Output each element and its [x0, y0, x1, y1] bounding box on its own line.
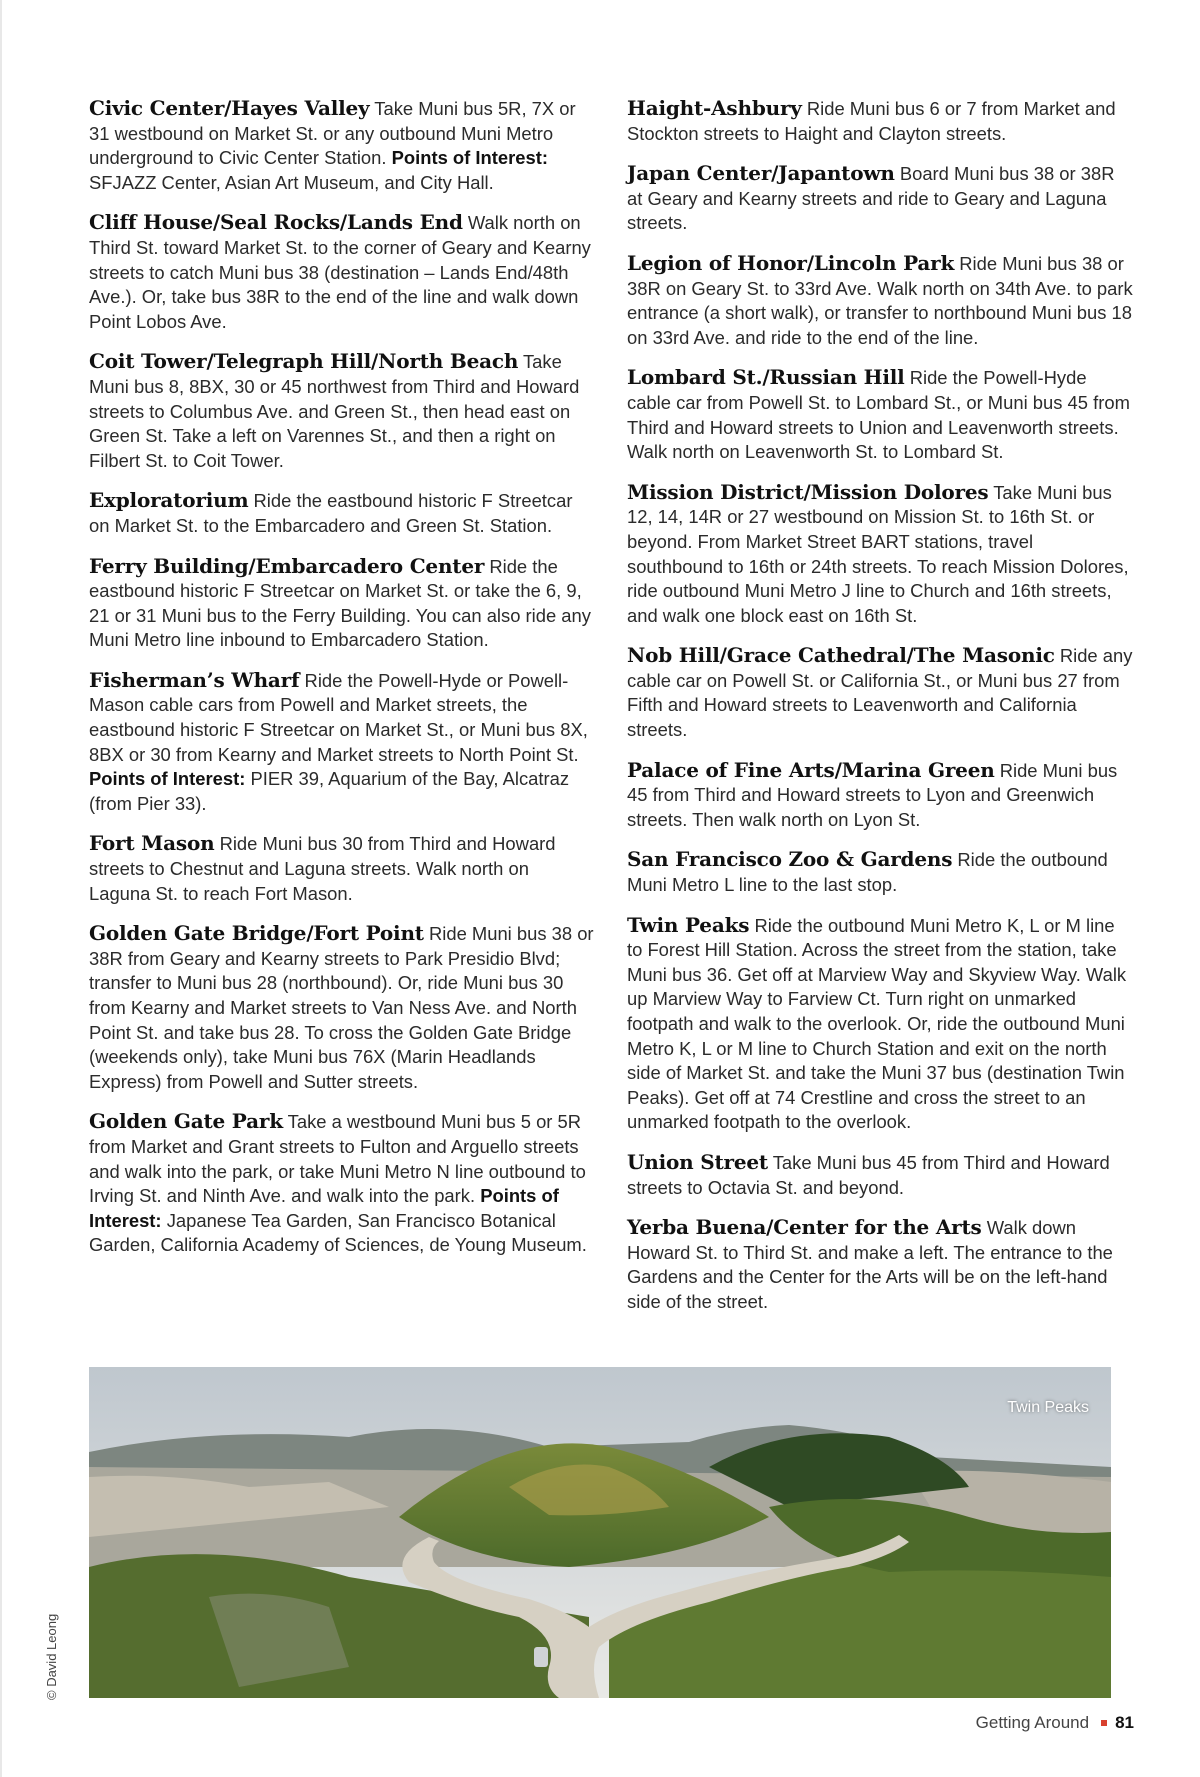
entry-title: Coit Tower/Telegraph Hill/North Beach — [89, 349, 519, 374]
entry-title: Mission District/Mission Dolores — [627, 479, 989, 504]
entry-text: Board Muni bus 38 or 38R at Geary and Kearny streets and ride to Geary and Laguna streets. — [627, 163, 1115, 234]
landscape-illustration — [89, 1367, 1111, 1698]
entry-title: Exploratorium — [89, 488, 249, 513]
entry-title: Palace of Fine Arts/Marina Green — [627, 757, 995, 782]
entry-title: Fort Mason — [89, 831, 215, 856]
poi-text: PIER 39, Aquarium of the Bay, Alcatraz (from Pier 33). — [89, 768, 570, 814]
entry-text: Ride Muni bus 45 from Third and Howard streets to Lyon and Greenwich streets. Then walk north on Lyon St. — [627, 759, 1118, 830]
entry-nob-hill — [627, 643, 1133, 742]
poi-label: Points of Interest: — [89, 768, 246, 790]
right-column — [627, 96, 1133, 1330]
entry-title: Golden Gate Park — [89, 1109, 283, 1134]
entry-text: Ride the Powell-Hyde cable car from Powell St. to Lombard St., or Muni bus 45 from Third and Howard streets to Union and Leavenworth streets. Walk north on Leavenworth St. to Lombard St. — [627, 367, 1130, 463]
entry-title: Cliff House/Seal Rocks/Lands End — [89, 210, 463, 235]
entry-text: Ride Muni bus 6 or 7 from Market and Stockton streets to Haight and Clayton streets. — [627, 98, 1116, 144]
entry-yerba-buena — [627, 1215, 1133, 1314]
entry-ferry-building — [89, 554, 595, 653]
entry-text: Ride Muni bus 38 or 38R on Geary St. to 33rd Ave. Walk north on 34th Ave. to park entrance (a short walk), or transfer to northbound Muni bus 18 on 33rd Ave. and ride to the end of the line. — [627, 252, 1133, 348]
entry-text: Ride Muni bus 38 or 38R from Geary and Kearny streets to Park Presidio Blvd; transfer to Muni bus 28 (northbound). Or, ride Muni bus 30 from Kearny and Market streets to Van Ness Ave. and North Point St. and take bus 28. To cross the Golden Gate Bridge (weekends only), take Muni bus 76X (Marin Headlands Express) from Powell and Sutter streets. — [89, 923, 594, 1092]
entry-text: Take a westbound Muni bus 5 or 5R from Market and Grant streets to Fulton and Arguello streets and walk into the park, or take Muni Metro N line outbound to Irving St. and Ninth Ave. and walk into the park. — [89, 1111, 586, 1207]
entry-title: San Francisco Zoo & Gardens — [627, 847, 953, 872]
page-number: 81 — [1115, 1713, 1134, 1732]
entry-title: Yerba Buena/Center for the Arts — [627, 1215, 982, 1240]
entry-text: Walk north on Third St. toward Market St. to the corner of Geary and Kearny streets to catch Muni bus 38 (destination – Lands End/48th Ave.). Or, take bus 38R to the end of the line and walk down Point Lobos Ave. — [89, 212, 591, 332]
entry-sf-zoo — [627, 847, 1133, 897]
entry-fishermans-wharf — [89, 668, 595, 817]
page-edge — [0, 0, 2, 1777]
entry-text: Walk down Howard St. to Third St. and make a left. The entrance to the Gardens and the Center for the Arts will be on the left-hand side of the street. — [627, 1217, 1113, 1312]
entry-cliff-house — [89, 210, 595, 334]
entry-text: Ride Muni bus 30 from Third and Howard streets to Chestnut and Laguna streets. Walk north on Laguna St. to reach Fort Mason. — [89, 833, 556, 904]
entry-mission-district — [627, 480, 1133, 629]
photo-credit: © David Leong — [44, 1613, 59, 1700]
entry-golden-gate-park — [89, 1109, 595, 1258]
entry-text: Take Muni bus 8, 8BX, 30 or 45 northwest from Third and Howard streets to Columbus Ave. and Green St., then head east on Green St. Take a left on Varennes St., and then a right on Filbert St. to Coit Tower. — [89, 351, 580, 471]
entry-text: Ride the eastbound historic F Streetcar on Market St. to the Embarcadero and Green St. Station. — [89, 490, 573, 536]
entry-title: Fisherman’s Wharf — [89, 667, 300, 692]
entry-text: Take Muni bus 45 from Third and Howard streets to Octavia St. and beyond. — [627, 1151, 1110, 1198]
entry-title: Golden Gate Bridge/Fort Point — [89, 921, 424, 946]
entry-title: Civic Center/Hayes Valley — [89, 96, 370, 120]
entry-union-street — [627, 1150, 1133, 1200]
entry-legion-of-honor — [627, 251, 1133, 350]
entry-title: Twin Peaks — [627, 912, 750, 937]
entry-coit-tower — [89, 349, 595, 473]
entry-title: Legion of Honor/Lincoln Park — [627, 250, 955, 275]
poi-text: Japanese Tea Garden, San Francisco Botanical Garden, California Academy of Sciences, de Young Museum. — [89, 1209, 587, 1256]
footer-accent-square — [1101, 1720, 1107, 1726]
entry-text: Ride the eastbound historic F Streetcar on Market St. or take the 6, 9, 21 or 31 Muni bus to the Ferry Building. You can also ride any Muni Metro line inbound to Embarcadero Station. — [89, 555, 591, 651]
entry-haight-ashbury — [627, 96, 1133, 146]
photo-caption: Twin Peaks — [1007, 1399, 1089, 1416]
poi-label: Points of Interest: — [391, 147, 548, 169]
entry-text: Ride any cable car on Powell St. or California St., or Muni bus 27 from Fifth and Howard streets to Leavenworth and California streets. — [627, 645, 1133, 741]
left-column — [89, 96, 595, 1273]
entry-twin-peaks — [627, 913, 1133, 1135]
entry-title: Haight-Ashbury — [627, 96, 802, 120]
entry-text: Ride the outbound Muni Metro L line to the last stop. — [627, 849, 1108, 896]
entry-exploratorium — [89, 488, 595, 538]
entry-palace-of-fine-arts — [627, 758, 1133, 833]
entry-title: Nob Hill/Grace Cathedral/The Masonic — [627, 643, 1055, 668]
entry-text: Take Muni bus 12, 14, 14R or 27 westbound on Mission St. to 16th St. or beyond. From Market Street BART stations, travel southbound to 16th or 24th streets. To reach Mission Dolores, ride outbound Muni Metro J line to Church and 16th streets, and walk one block east on 16th St. — [627, 481, 1129, 626]
page-footer — [976, 1713, 1134, 1733]
entry-text: Ride the Powell-Hyde or Powell-Mason cable cars from Powell and Market streets, the eastbound historic F Streetcar on Market St., or Muni bus 8X, 8BX or 30 from Kearny and Market streets to North Point St. — [89, 669, 588, 765]
entry-text: Take Muni bus 5R, 7X or 31 westbound on Market St. or any outbound Muni Metro underground to Civic Center Station. — [89, 98, 576, 169]
entry-japantown — [627, 161, 1133, 236]
entry-lombard-st — [627, 365, 1133, 464]
poi-text: SFJAZZ Center, Asian Art Museum, and City Hall. — [89, 171, 494, 193]
entry-golden-gate-bridge — [89, 921, 595, 1094]
entry-title: Union Street — [627, 1149, 768, 1174]
entry-title: Japan Center/Japantown — [627, 161, 895, 186]
entry-civic-center — [89, 96, 595, 195]
entry-fort-mason — [89, 831, 595, 906]
twin-peaks-photo — [89, 1367, 1111, 1698]
poi-label: Points of Interest: — [89, 1185, 559, 1231]
entry-title: Ferry Building/Embarcadero Center — [89, 553, 485, 578]
entry-title: Lombard St./Russian Hill — [627, 365, 905, 390]
footer-section-title: Getting Around — [975, 1713, 1090, 1732]
entry-text: Ride the outbound Muni Metro K, L or M line to Forest Hill Station. Across the street from the station, take Muni bus 36. Get off at Marview Way and Skyview Way. Walk up Marview Way to Farview Ct. Turn right on unmarked footpath and walk to the overlook. Or, ride the outbound Muni Metro K, L or M line to Church Station and exit on the north side of Market St. and take the Muni 37 bus (destination Twin Peaks). Get off at 74 Crestline and cross the street to an unmarked footpath to the overlook. — [627, 914, 1127, 1133]
